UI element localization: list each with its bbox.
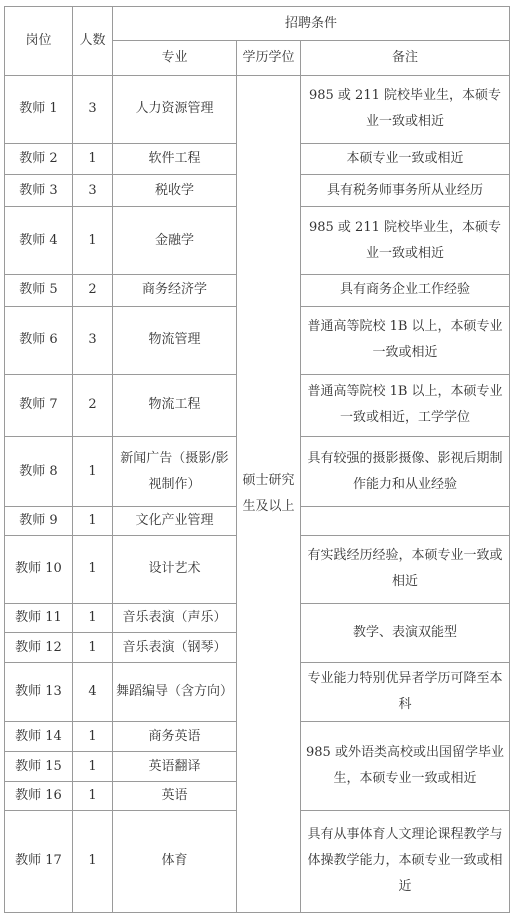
remarks-cell: 有实践经历经验，本硕专业一致或相近 [301, 535, 510, 604]
table-row [5, 75, 510, 144]
major-cell: 金融学 [113, 206, 237, 275]
major-cell: 物流管理 [113, 306, 237, 375]
header-conditions: 招聘条件 [113, 7, 510, 41]
major-cell: 税收学 [113, 175, 237, 206]
remarks-cell: 普通高等院校 1B 以上，本硕专业一致或相近 [301, 306, 510, 375]
count-cell: 1 [73, 206, 113, 275]
position-cell: 教师 8 [5, 436, 73, 507]
header-row [5, 7, 510, 41]
count-cell: 1 [73, 752, 113, 781]
count-cell: 1 [73, 507, 113, 535]
header-remarks: 备注 [301, 41, 510, 75]
major-cell: 人力资源管理 [113, 75, 237, 144]
count-cell: 2 [73, 275, 113, 306]
remarks-cell: 具有税务师事务所从业经历 [301, 175, 510, 206]
count-cell: 3 [73, 306, 113, 375]
remarks-cell: 985 或 211 院校毕业生，本硕专业一致或相近 [301, 75, 510, 144]
position-cell: 教师 17 [5, 810, 73, 912]
remarks-cell: 本硕专业一致或相近 [301, 144, 510, 175]
major-cell: 舞蹈编导（含方向） [113, 662, 237, 722]
header-count: 人数 [73, 7, 113, 76]
header-education: 学历学位 [237, 41, 301, 75]
count-cell: 1 [73, 722, 113, 752]
remarks-cell: 教学、表演双能型 [301, 604, 510, 663]
count-cell: 3 [73, 175, 113, 206]
count-cell: 1 [73, 436, 113, 507]
remarks-cell: 985 或 211 院校毕业生，本硕专业一致或相近 [301, 206, 510, 275]
major-cell: 音乐表演（声乐） [113, 604, 237, 633]
remarks-cell [301, 507, 510, 535]
major-cell: 英语翻译 [113, 752, 237, 781]
position-cell: 教师 2 [5, 144, 73, 175]
remarks-cell: 具有商务企业工作经验 [301, 275, 510, 306]
remarks-cell: 具有较强的摄影摄像、影视后期制作能力和从业经验 [301, 436, 510, 507]
header-major: 专业 [113, 41, 237, 75]
position-cell: 教师 12 [5, 633, 73, 662]
count-cell: 1 [73, 633, 113, 662]
count-cell: 1 [73, 781, 113, 810]
major-cell: 音乐表演（钢琴） [113, 633, 237, 662]
major-cell: 英语 [113, 781, 237, 810]
remarks-cell: 具有从事体育人文理论课程教学与体操教学能力，本硕专业一致或相近 [301, 810, 510, 912]
position-cell: 教师 15 [5, 752, 73, 781]
position-cell: 教师 3 [5, 175, 73, 206]
major-cell: 商务英语 [113, 722, 237, 752]
major-cell: 体育 [113, 810, 237, 912]
count-cell: 1 [73, 604, 113, 633]
position-cell: 教师 13 [5, 662, 73, 722]
position-cell: 教师 4 [5, 206, 73, 275]
major-cell: 文化产业管理 [113, 507, 237, 535]
header-position: 岗位 [5, 7, 73, 76]
major-cell: 物流工程 [113, 375, 237, 437]
position-cell: 教师 14 [5, 722, 73, 752]
position-cell: 教师 9 [5, 507, 73, 535]
remarks-cell: 普通高等院校 1B 以上，本硕专业一致或相近，工学学位 [301, 375, 510, 437]
position-cell: 教师 6 [5, 306, 73, 375]
major-cell: 新闻广告（摄影/影视制作） [113, 436, 237, 507]
education-cell: 硕士研究生及以上 [237, 75, 301, 912]
recruitment-table [4, 6, 510, 913]
major-cell: 商务经济学 [113, 275, 237, 306]
count-cell: 2 [73, 375, 113, 437]
major-cell: 软件工程 [113, 144, 237, 175]
position-cell: 教师 16 [5, 781, 73, 810]
count-cell: 4 [73, 662, 113, 722]
count-cell: 3 [73, 75, 113, 144]
major-cell: 设计艺术 [113, 535, 237, 604]
remarks-cell: 985 或外语类高校或出国留学毕业生，本硕专业一致或相近 [301, 722, 510, 811]
position-cell: 教师 7 [5, 375, 73, 437]
position-cell: 教师 11 [5, 604, 73, 633]
count-cell: 1 [73, 144, 113, 175]
position-cell: 教师 1 [5, 75, 73, 144]
count-cell: 1 [73, 810, 113, 912]
position-cell: 教师 5 [5, 275, 73, 306]
position-cell: 教师 10 [5, 535, 73, 604]
remarks-cell: 专业能力特别优异者学历可降至本科 [301, 662, 510, 722]
count-cell: 1 [73, 535, 113, 604]
